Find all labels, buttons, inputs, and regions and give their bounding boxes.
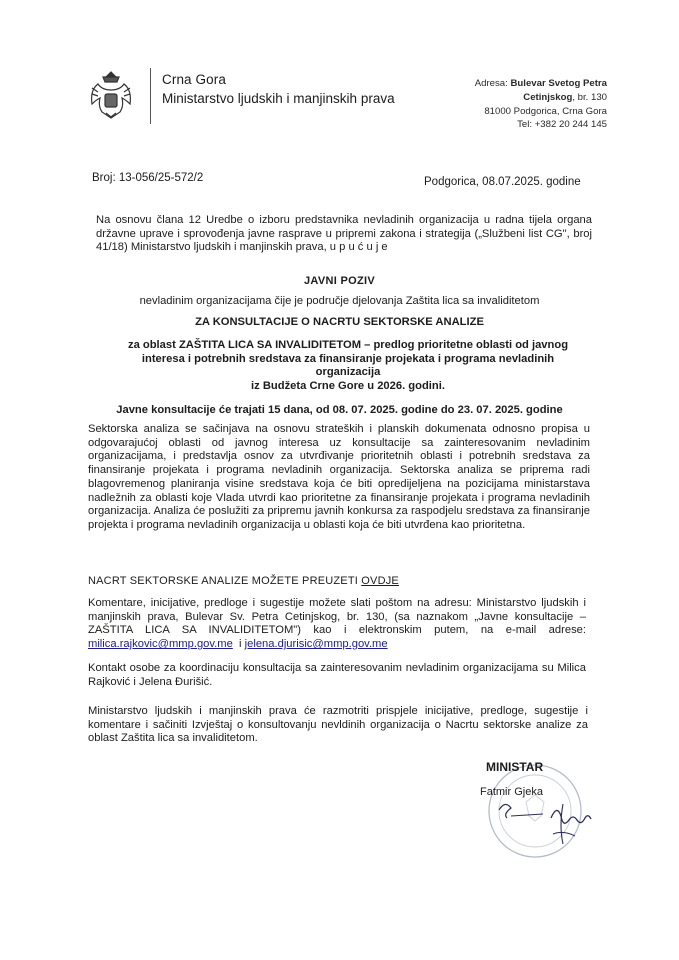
address-city: 81000 Podgorica, Crna Gora (484, 105, 607, 117)
download-line (88, 575, 399, 587)
download-link[interactable]: OVDJE (361, 575, 399, 587)
address-block (475, 77, 607, 132)
javni-poziv-heading: JAVNI POZIV (304, 275, 375, 287)
download-text: NACRT SEKTORSKE ANALIZE MOŽETE PREUZETI (88, 575, 362, 587)
header-divider (150, 68, 151, 124)
ministry-name: Ministarstvo ljudskih i manjinskih prava (162, 91, 395, 106)
address-label: Adresa: (474, 78, 508, 89)
document-number: Broj: 13-056/25-572/2 (92, 172, 204, 184)
email-link-1[interactable]: milica.rajkovic@mmp.gov.me (88, 638, 233, 651)
target-organisations: nevladinim organizacijama čije je područje djelovanja Zaštita lica sa invaliditetom (139, 295, 540, 307)
coat-of-arms-logo (88, 68, 134, 122)
area-line-2: interesa i potrebnih sredstava za finansiranje projekata i programa nevladinih (141, 352, 555, 365)
area-line-4: iz Budžeta Crne Gore u 2026. godini. (251, 379, 445, 392)
review-paragraph: Ministarstvo ljudskih i manjinskih prava će razmotriti prispjele inicijative, predloge, sugestije i komentare i sačiniti Izvještaj o konsultovanju nevldinih organizacija o Nacrtu sektorske analize za oblast Zaštita lica sa invaliditetom. (88, 705, 588, 745)
comments-text: Komentare, inicijative, predloge i sugestije možete slati poštom na adresu: Ministarstvo ljudskih i manjinskih prava, Bulevar Sv. Petra Cetinjskog, br. 130, (sa naznakom „Javne konsultacije – ZAŠTITA LICA SA INVALIDITETOM") kao i elektronskim putem, na e-mail adrese: (88, 597, 586, 637)
analysis-paragraph: Sektorska analiza se sačinjava na osnovu strateških i planskih dokumenata odnosno propisa u odgovarajućoj oblasti od javnog interesa uz konsultacije sa zainteresovanim nevladinim organizacijama, i predstavlja osnov za utvrđivanje prioritetnih oblasti i potrebnih sredstava za finansiranje projekata i programa nevladinih organizacija. Sektorska analiza se priprema radi blagovremenog planiranja visine sredstava koja će biti opredijeljena na pozicijama ministarstava nadležnih za oblasti koje Vlada utvrdi kao prioritetne za finansiranje projekata i programa nevladinih organizacija. Analiza će poslužiti za pripremu javnih konkursa za raspodjelu sredstava za finansiranje projekta i programa nevladinih organizacija u oblasti koja će biti utvrđena kao prioritetna. (88, 423, 590, 531)
area-line-3: organizacija (315, 366, 381, 379)
country-name: Crna Gora (162, 72, 226, 87)
address-street-2: Cetinjskog (523, 91, 573, 103)
email-link-2[interactable]: jelena.djurisic@mmp.gov.me (244, 638, 388, 651)
contact-paragraph: Kontakt osobe za koordinaciju konsultacija sa zainteresovanim nevladinim organizacijama su Milica Rajković i Jelena Đurišić. (88, 662, 586, 688)
minister-name: Fatmir Gjeka (480, 786, 543, 798)
minister-title: MINISTAR (486, 760, 544, 774)
intro-paragraph: Na osnovu člana 12 Uredbe o izboru predstavnika nevladinih organizacija u radna tijela organa državne uprave i sprovođenja javne rasprave u pripremi zakona i strategija („Službeni list CG", broj 41/18) Ministarstvo ljudskih i manjinskih prava, u p u ć u j e (96, 214, 592, 254)
area-heading (108, 339, 588, 393)
handwritten-signature (493, 786, 605, 856)
consultation-heading: ZA KONSULTACIJE O NACRTU SEKTORSKE ANALIZE (195, 316, 484, 328)
address-number: , br. 130 (572, 91, 607, 103)
area-line-1: za oblast ZAŠTITA LICA SA INVALIDITETOM – predlog prioritetne oblasti od javnog (127, 339, 569, 351)
address-phone: Tel: +382 20 244 145 (517, 119, 607, 131)
duration-line: Javne konsultacije će trajati 15 dana, od 08. 07. 2025. godine do 23. 07. 2025. godine (116, 404, 563, 416)
place-date: Podgorica, 08.07.2025. godine (424, 176, 581, 188)
address-street-1: Bulevar Svetog Petra (510, 78, 607, 89)
comments-paragraph: Komentare, inicijative, predloge i sugestije možete slati poštom na adresu: Ministarstvo ljudskih i manjinskih prava, Bulevar Sv. Petra Cetinjskog, br. 130, (sa naznakom „Javne konsultacije – ZAŠTITA LICA SA INVALIDITETOM") kao i elektronskim putem, na e-mail adrese: milica.rajkovic@mmp.gov.me i jelena.djurisic@mmp.gov.me (88, 597, 586, 651)
